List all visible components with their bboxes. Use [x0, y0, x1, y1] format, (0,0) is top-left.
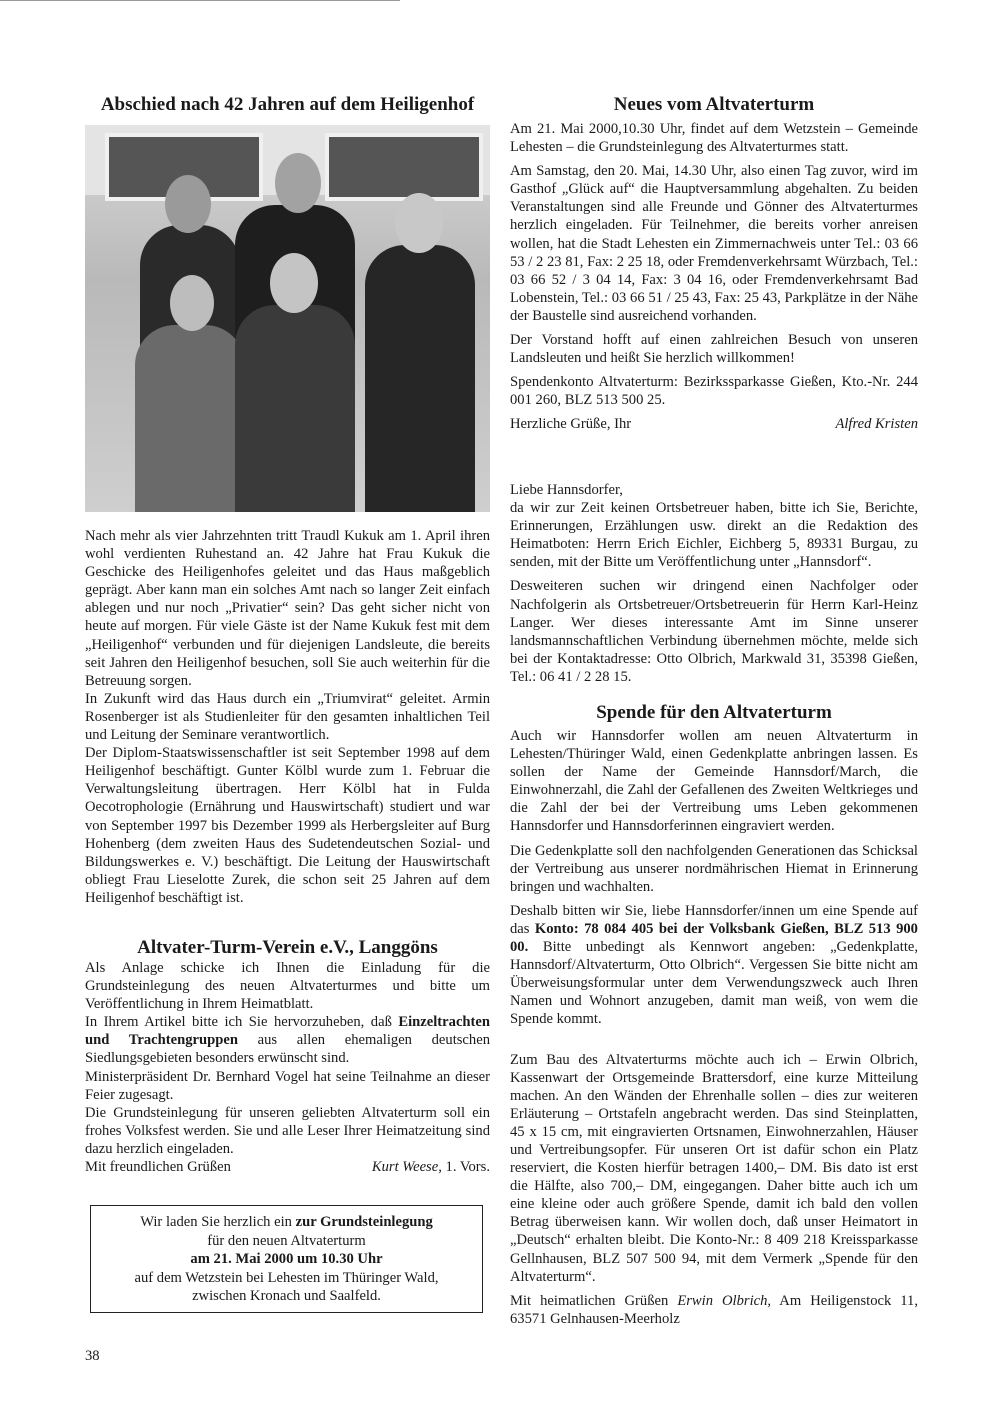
text: In Ihrem Artikel bitte ich Sie hervorzuheben, daß [85, 1014, 399, 1031]
paragraph: In Zukunft wird das Haus durch ein „Triumvirat“ geleitet. Armin Rosenberger ist als Studienleiter für den gesamten inhaltlichen Teil und Leitung der Seminare verantwortlich. [85, 690, 490, 744]
closing: Mit freundlichen Grüßen [85, 1159, 231, 1176]
text: zwischen Kronach und Saalfeld. [192, 1288, 381, 1304]
neues-body [510, 120, 918, 434]
signer: Alfred Kristen [835, 416, 918, 433]
bank-account: Konto: 78 084 405 bei der Volksbank Gießen, BLZ 513 900 00. [510, 920, 918, 956]
text: aus allen ehemaligen deutschen Siedlungsgebieten besonders erwünscht sind. [85, 1032, 490, 1067]
group-photo [85, 125, 490, 512]
page-number: 38 [85, 1348, 100, 1364]
hannsdorf-letter [510, 481, 918, 686]
text: Deshalb bitten wir Sie, liebe Hannsdorfer/innen um eine Spende auf das [510, 902, 918, 937]
article-title-neues: Neues vom Altvaterturm [613, 94, 815, 115]
verein-body [85, 959, 490, 1176]
paragraph: Der Diplom-Staatswissenschaftler ist seit September 1998 auf dem Heiligenhof beschäftigt. Gunter Kölbl wurde zum 1. Februar die Verwaltungsleitung übertragen. Herr Kölbl hat in Fulda Oecotrophologie (Ernährung und Hauswirtschaft) studiert und war von September 1997 bis Dezember 1999 als Herbergsleiter auf Burg Hohenberg (dem zweiten Haus des Sudetendeutschen Sozial- und Bildungswerkes e. V.) beschäftigt. Die Leitung der Hauswirtschaft obliegt Frau Lieselotte Zurek, die schon seit 25 Jahren auf dem Heiligenhof beschäftigt ist. [85, 745, 490, 906]
text: auf dem Wetzstein bei Lehesten im Thüringer Wald, [134, 1269, 439, 1286]
text: Mit heimatlichen Grüßen [510, 1292, 678, 1309]
paragraph: Die Gedenkplatte soll den nachfolgenden Generationen das Schicksal der Vertreibung aus unserer nordmährischen Hiemat in Erinnerung bringen und wachhalten. [510, 842, 918, 895]
text: Wir laden Sie herzlich ein [140, 1214, 296, 1230]
spende-body [510, 727, 918, 1328]
signature-line [510, 415, 918, 433]
paragraph: Auch wir Hannsdorfer wollen am neuen Altvaterturm in Lehesten/Thüringer Wald, einen Gedenkplatte anbringen lassen. Es sollen der Name der Gemeinde Hannsdorf/March, die Einwohnerzahl, die Zahl der Gefallenen des Zweiten Weltkrieges und die Zahl der bei der Vertreibung ums Leben gekommenen Hannsdorfer und Hannsdorferinnen eingraviert werden. [510, 728, 918, 835]
paragraph: Am 21. Mai 2000,10.30 Uhr, findet auf dem Wetzstein – Gemeinde Lehesten – die Grundsteinlegung des Altvaterturmes statt. [510, 121, 918, 156]
paragraph: Nach mehr als vier Jahrzehnten tritt Traudl Kukuk am 1. April ihren wohl verdienten Ruhestand an. 42 Jahre hat Frau Kukuk die Geschicke des Heiligenhofes geleitet und das Haus maßgeblich geprägt. Aber kann man ein solches Amt nach so langer Zeit einfach ablegen und nur noch „Privatier“ sein? Das geht sicher nicht von heute auf morgen. Für viele Gäste ist der Name Kukuk fest mit dem „Heiligenhof“ verbunden und für diejenigen Landsleute, die bereits seit Jahren den Heiligenhof besuchen, soll Sie auch weiterhin für die Betreuung sorgen. [85, 528, 490, 689]
salutation: Liebe Hannsdorfer, [510, 482, 623, 498]
paragraph: Als Anlage schicke ich Ihnen die Einladung für die Grundsteinlegung des neuen Altvaterturmes und bitte um Veröffentlichung in Ihrem Heimatblatt. [85, 960, 490, 1013]
paragraph: Zum Bau des Altvaterturms möchte auch ich – Erwin Olbrich, Kassenwart der Ortsgemeinde Brattersdorf, eine kurze Mitteilung machen. An den Wänden der Ehrenhalle sollen – dies zur weiteren Erläuterung – Ortstafeln angebracht werden. Das sind Steinplatten, 45 x 15 cm, mit eingravierten Ortsnamen, Einwohnerzahlen, Häuser und Vertreibungsopfer. Für unseren Ort ist dafür schon ein Platz reserviert, die Kosten hierfür betragen 1400,– DM. Bis dato ist erst die Hälfte, also 700,– DM, eingegangen. Daher bitte auch ich um eine kleine oder auch größere Spende, damit ich bald den vollen Betrag überweisen kann. Wir wollen doch, daß unser Heimatort in „Deutsch“ erhalten bleibt. Die Konto-Nr.: 8 409 218 Kreissparkasse Gellnhausen, BLZ 507 500 94, mit dem Vermerk „Spende für den Altvaterturm“. [510, 1051, 918, 1285]
paragraph: da wir zur Zeit keinen Ortsbetreuer haben, bitte ich Sie, Berichte, Erinnerungen, Erzählungen usw. direkt an die Redaktion des Heimatboten: Herrn Erich Eichler, Eichberg 5, 89331 Burgau, zu senden, mit der Bitte um Veröffentlichung unter „Hannsdorf“. [510, 500, 918, 571]
article-title-verein: Altvater-Turm-Verein e.V., Langgöns [137, 937, 438, 958]
bold-text: Einzeltrachten und Trachtengruppen [85, 1014, 490, 1049]
abschied-body [85, 527, 490, 907]
top-rule [0, 0, 400, 1]
paragraph [85, 1013, 490, 1067]
paragraph: Desweiteren suchen wir dringend einen Nachfolger oder Nachfolgerin als Ortsbetreuer/Ortsbetreuerin für Herrn Karl-Heinz Langer. Wer dieses interessante Amt im Sinne unserer landsmannschaftlichen Verbindung übernehmen möchte, melde sich bei der Kontaktadresse: Otto Olbrich, Markwald 31, 35398 Gießen, Tel.: 06 41 / 2 28 15. [510, 578, 918, 685]
paragraph: Am Samstag, den 20. Mai, 14.30 Uhr, also einen Tag zuvor, wird im Gasthof „Glück auf“ die Hauptversammlung abgehalten. Zu beiden Veranstaltungen sind alle Freunde und Gönner des Altvaterturmes herzlich eingeladen. Für Teilnehmer, die bereits vorher anreisen wollen, hat die Stadt Lehesten ein Zimmernachweis unter Tel.: 03 66 53 / 2 23 81, Fax: 2 25 18, oder Fremdenverkehrsamt Würzbach, Tel.: 03 66 52 / 3 04 14, Fax: 3 04 16, oder Fremdenverkehrsamt Bad Lobenstein, Tel.: 03 66 51 / 25 43, Fax: 25 43, Parkplätze in der Nähe der Baustelle sind ausreichend vorhanden. [510, 163, 918, 324]
paragraph: Die Grundsteinlegung für unseren geliebten Altvaterturm soll ein frohes Volksfest werden. Sie und alle Leser Ihrer Heimatzeitung sind dazu herzlich eingeladen. [85, 1104, 490, 1157]
signer-role: 1. Vors. [441, 1159, 490, 1176]
paragraph [510, 1292, 918, 1328]
paragraph: Der Vorstand hofft auf einen zahlreichen Besuch von unseren Landsleuten und heißt Sie herzlich willkommen! [510, 332, 918, 367]
invitation-box [90, 1205, 483, 1313]
article-title-spende: Spende für den Altvaterturm [596, 702, 832, 723]
date-text: am 21. Mai 2000 um 10.30 Uhr [190, 1251, 383, 1267]
article-title-abschied: Abschied nach 42 Jahren auf dem Heiligenhof [100, 94, 475, 115]
signer: Erwin Olbrich, [677, 1292, 772, 1309]
text: Bitte unbedingt als Kennwort angeben: „Gedenkplatte, Hannsdorf/Altvaterturm, Otto Olbrich“. Vergessen Sie bitte nicht am Überweisungsformular unter dem Verwendungszweck auch Ihren Namen und Wohnort anzugeben, damit man weiß, von wem die Spende kommt. [510, 939, 918, 1028]
paragraph: Ministerpräsident Dr. Bernhard Vogel hat seine Teilnahme an dieser Feier zugesagt. [85, 1068, 490, 1103]
signer: Kurt Weese, [371, 1159, 442, 1176]
bold-text: zur Grundsteinlegung [295, 1214, 433, 1230]
text: für den neuen Altvaterturm [207, 1232, 366, 1249]
text: Am Heiligenstock 11, 63571 Gelnhausen-Meerholz [510, 1292, 919, 1327]
paragraph: Spendenkonto Altvaterturm: Bezirkssparkasse Gießen, Kto.-Nr. 244 001 260, BLZ 513 500 25. [510, 374, 918, 409]
signature-line [85, 1158, 490, 1176]
closing: Herzliche Grüße, Ihr [510, 416, 632, 433]
paragraph [510, 902, 918, 1029]
